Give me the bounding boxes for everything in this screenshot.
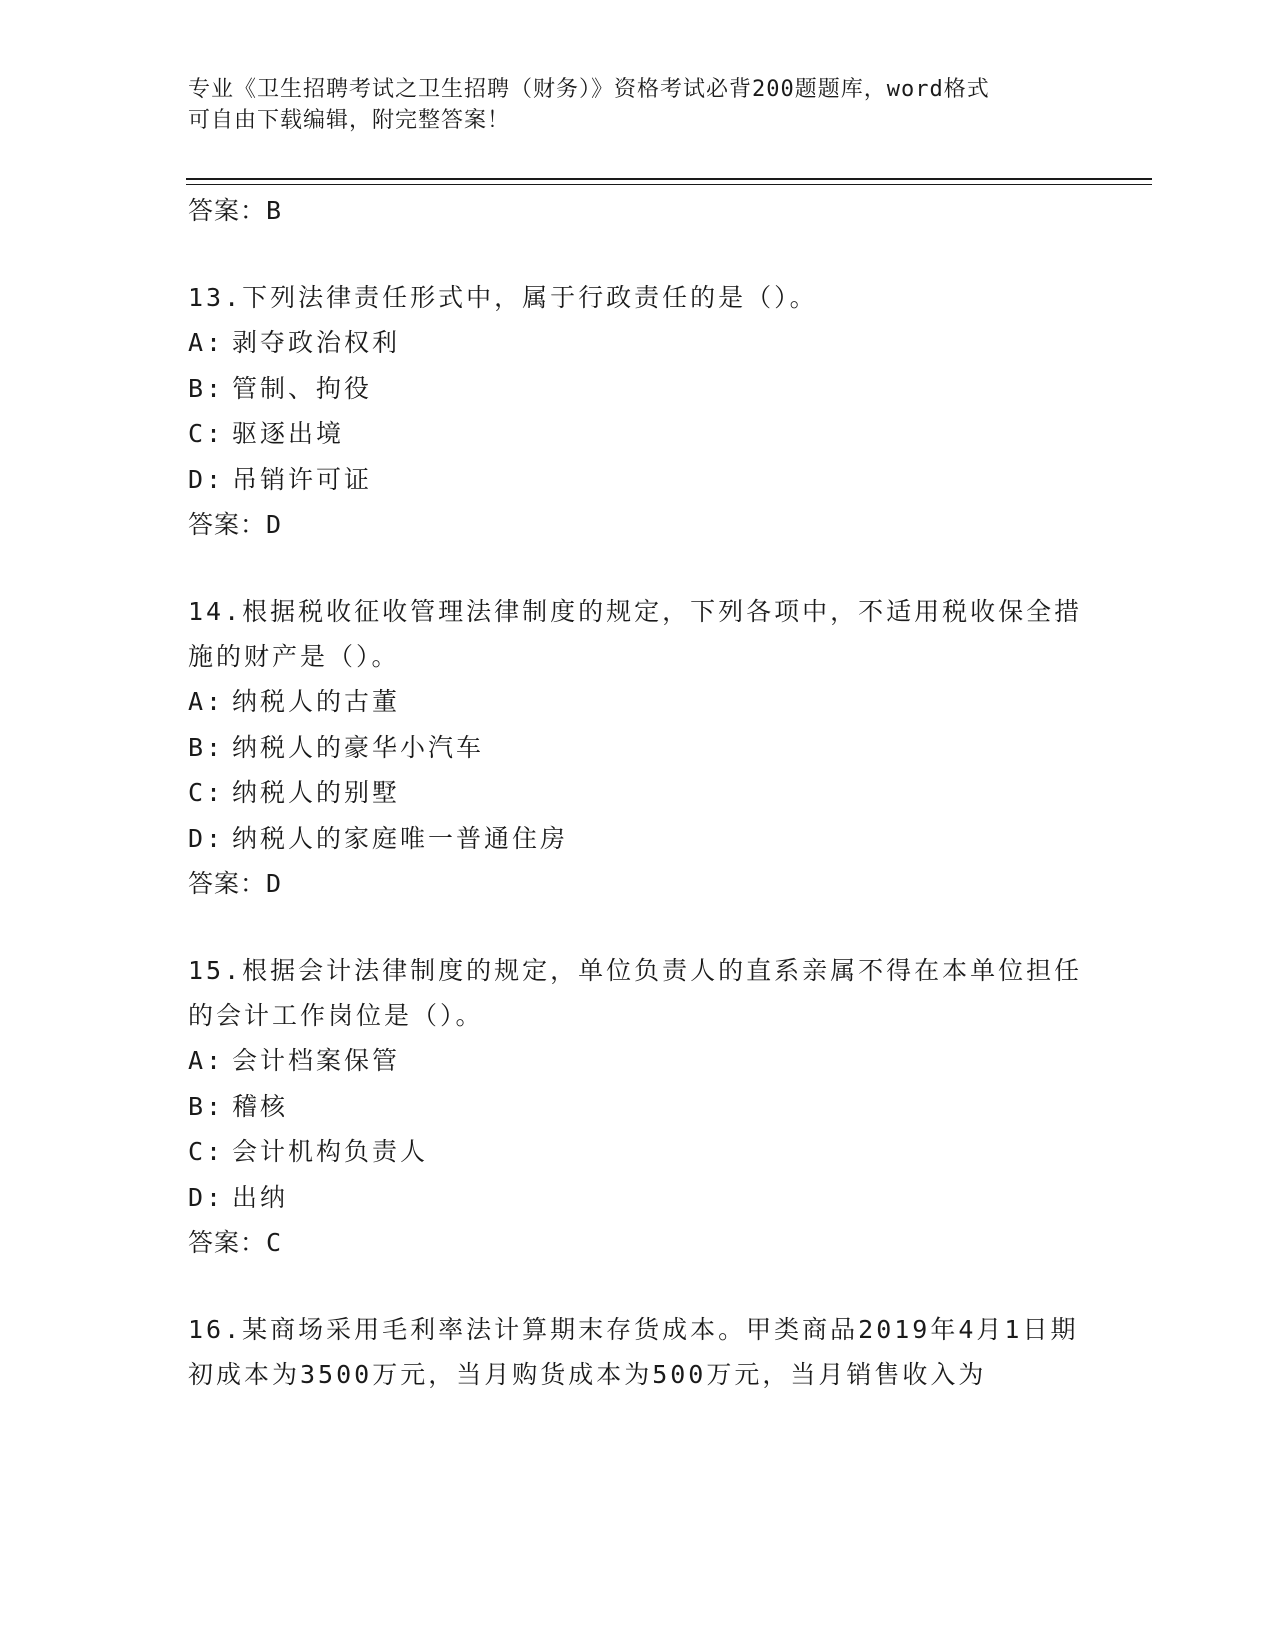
answer-label: 答案：: [188, 1228, 267, 1257]
option-b: [188, 366, 1088, 412]
option-c: [188, 770, 1088, 816]
option-d: [188, 816, 1088, 862]
option-text: 会计机构负责人: [232, 1137, 429, 1166]
question-stem: 13.下列法律责任形式中，属于行政责任的是（）。: [188, 283, 818, 312]
option-text: 吊销许可证: [232, 464, 373, 494]
header-rule-thick: [186, 178, 1152, 180]
option-d: [188, 457, 1088, 503]
answer-label: 答案：: [188, 510, 267, 539]
option-label: B:: [188, 732, 225, 762]
answer-label: 答案：: [188, 869, 267, 898]
answer-line: [188, 861, 1088, 906]
option-label: C:: [188, 1137, 225, 1166]
option-text: 稽核: [232, 1091, 289, 1121]
answer-value: D: [266, 869, 283, 898]
option-a: [188, 1038, 1088, 1084]
question-stem: 14.根据税收征收管理法律制度的规定，下列各项中，不适用税收保全措施的财产是（）。: [188, 597, 1083, 671]
header-line-1: 专业《卫生招聘考试之卫生招聘（财务）》资格考试必背200题题库，word格式: [188, 77, 990, 102]
document-body: [188, 188, 1088, 1397]
header-rule-thin: [186, 184, 1152, 185]
option-text: 驱逐出境: [232, 419, 345, 448]
option-label: C:: [188, 778, 225, 807]
question-stem: 16.某商场采用毛利率法计算期末存货成本。甲类商品2019年4月1日期初成本为3500万元，当月购货成本为500万元，当月销售收入为: [188, 1315, 1079, 1389]
question-stem: 15.根据会计法律制度的规定，单位负责人的直系亲属不得在本单位担任的会计工作岗位是（）。: [188, 956, 1083, 1030]
option-text: 纳税人的家庭唯一普通住房: [232, 823, 569, 853]
answer-line: [188, 1220, 1088, 1265]
answer-label: 答案：: [188, 196, 267, 225]
answer-value: B: [266, 196, 283, 225]
option-label: A:: [188, 328, 225, 357]
document-header: [188, 74, 1068, 136]
question-13: [188, 275, 1088, 547]
option-text: 出纳: [232, 1182, 289, 1212]
option-c: [188, 1129, 1088, 1175]
question-15: [188, 948, 1088, 1265]
question-14: [188, 589, 1088, 906]
option-text: 纳税人的古董: [232, 687, 401, 716]
option-label: D:: [188, 464, 225, 494]
option-text: 纳税人的别墅: [232, 778, 401, 807]
answer-value: C: [266, 1228, 283, 1257]
answer-line: [188, 502, 1088, 547]
option-label: A:: [188, 1046, 225, 1075]
option-label: D:: [188, 823, 225, 853]
answer-value: D: [266, 510, 283, 539]
option-label: D:: [188, 1182, 225, 1212]
option-d: [188, 1175, 1088, 1221]
question-16: [188, 1307, 1088, 1397]
option-b: [188, 725, 1088, 771]
option-label: C:: [188, 419, 225, 448]
option-text: 管制、拘役: [232, 373, 373, 403]
option-label: B:: [188, 373, 225, 403]
option-text: 会计档案保管: [232, 1046, 401, 1075]
option-label: B:: [188, 1091, 225, 1121]
option-c: [188, 411, 1088, 457]
header-line-2: 可自由下载编辑，附完整答案！: [188, 108, 511, 133]
option-label: A:: [188, 687, 225, 716]
option-text: 纳税人的豪华小汽车: [232, 732, 485, 762]
option-b: [188, 1084, 1088, 1130]
answer-line-prev: [188, 188, 1088, 233]
option-text: 剥夺政治权利: [232, 328, 401, 357]
option-a: [188, 679, 1088, 725]
option-a: [188, 320, 1088, 366]
